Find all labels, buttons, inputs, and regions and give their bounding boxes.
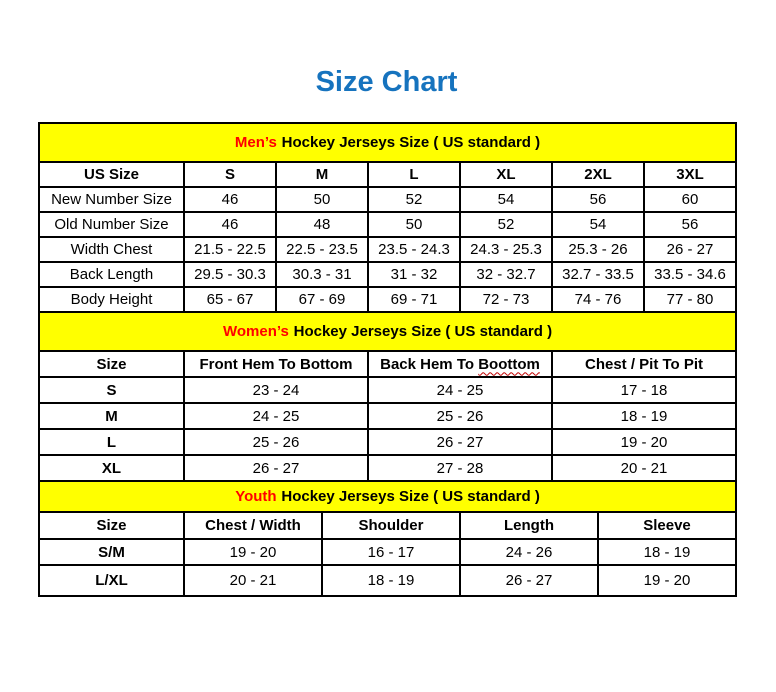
- men-cell: 23.5 - 24.3: [368, 237, 460, 262]
- men-cell: 31 - 32: [368, 262, 460, 287]
- men-cell: 56: [552, 187, 644, 212]
- men-column-header: L: [368, 162, 460, 187]
- men-data-row: [39, 262, 736, 287]
- youth-row-label: S/M: [39, 539, 184, 565]
- women-row-label: M: [39, 403, 184, 429]
- youth-band-row: [39, 481, 736, 512]
- youth-cell: 16 - 17: [322, 539, 460, 565]
- men-cell: 46: [184, 212, 276, 237]
- men-column-header: S: [184, 162, 276, 187]
- men-cell: 48: [276, 212, 368, 237]
- women-cell: 26 - 27: [368, 429, 552, 455]
- men-section-title: [39, 123, 736, 162]
- youth-cell: 24 - 26: [460, 539, 598, 565]
- men-cell: 32.7 - 33.5: [552, 262, 644, 287]
- men-cell: 65 - 67: [184, 287, 276, 312]
- men-cell: 69 - 71: [368, 287, 460, 312]
- men-column-header: M: [276, 162, 368, 187]
- men-cell: 46: [184, 187, 276, 212]
- men-cell: 72 - 73: [460, 287, 552, 312]
- women-row-label: XL: [39, 455, 184, 481]
- youth-column-header: Chest / Width: [184, 512, 322, 539]
- youth-cell: 18 - 19: [322, 565, 460, 596]
- youth-cell: 19 - 20: [184, 539, 322, 565]
- women-cell: 25 - 26: [368, 403, 552, 429]
- men-header-row: [39, 162, 736, 187]
- women-cell: 24 - 25: [184, 403, 368, 429]
- men-cell: 54: [552, 212, 644, 237]
- men-cell: 77 - 80: [644, 287, 736, 312]
- women-row-label: S: [39, 377, 184, 403]
- youth-column-header: Shoulder: [322, 512, 460, 539]
- youth-cell: 26 - 27: [460, 565, 598, 596]
- men-cell: 52: [460, 212, 552, 237]
- men-band-row: [39, 123, 736, 162]
- youth-cell: 18 - 19: [598, 539, 736, 565]
- women-column-header: Size: [39, 351, 184, 377]
- youth-column-header: Length: [460, 512, 598, 539]
- women-band-row: [39, 312, 736, 351]
- men-column-header: 2XL: [552, 162, 644, 187]
- youth-section-title: [39, 481, 736, 512]
- women-cell: 26 - 27: [184, 455, 368, 481]
- men-cell: 22.5 - 23.5: [276, 237, 368, 262]
- men-cell: 60: [644, 187, 736, 212]
- men-data-row: [39, 212, 736, 237]
- men-row-label: New Number Size: [39, 187, 184, 212]
- youth-size-table: [38, 480, 737, 597]
- men-cell: 54: [460, 187, 552, 212]
- men-column-header: 3XL: [644, 162, 736, 187]
- men-cell: 52: [368, 187, 460, 212]
- women-column-header: Front Hem To Bottom: [184, 351, 368, 377]
- women-data-row: [39, 377, 736, 403]
- women-section-title-highlight: Women’s: [222, 323, 289, 340]
- men-cell: 24.3 - 25.3: [460, 237, 552, 262]
- men-column-header: XL: [460, 162, 552, 187]
- women-section-title-rest: Hockey Jerseys Size ( US standard ): [293, 323, 553, 340]
- youth-data-row: [39, 565, 736, 596]
- men-cell: 67 - 69: [276, 287, 368, 312]
- women-cell: 19 - 20: [552, 429, 736, 455]
- youth-data-row: [39, 539, 736, 565]
- youth-header-row: [39, 512, 736, 539]
- women-cell: 25 - 26: [184, 429, 368, 455]
- women-data-row: [39, 403, 736, 429]
- women-data-row: [39, 455, 736, 481]
- men-data-row: [39, 187, 736, 212]
- youth-row-label: L/XL: [39, 565, 184, 596]
- youth-column-header: Sleeve: [598, 512, 736, 539]
- women-row-label: L: [39, 429, 184, 455]
- men-row-label: Back Length: [39, 262, 184, 287]
- men-cell: 29.5 - 30.3: [184, 262, 276, 287]
- youth-cell: 19 - 20: [598, 565, 736, 596]
- youth-section-title-highlight: Youth: [235, 488, 277, 505]
- men-data-row: [39, 237, 736, 262]
- men-cell: 50: [276, 187, 368, 212]
- youth-column-header: Size: [39, 512, 184, 539]
- men-cell: 30.3 - 31: [276, 262, 368, 287]
- men-cell: 25.3 - 26: [552, 237, 644, 262]
- men-cell: 74 - 76: [552, 287, 644, 312]
- women-cell: 27 - 28: [368, 455, 552, 481]
- size-chart-tables: [38, 122, 735, 597]
- women-cell: 20 - 21: [552, 455, 736, 481]
- men-row-label: Old Number Size: [39, 212, 184, 237]
- youth-section-title-rest: Hockey Jerseys Size ( US standard ): [281, 488, 540, 505]
- men-cell: 21.5 - 22.5: [184, 237, 276, 262]
- men-row-label: Body Height: [39, 287, 184, 312]
- men-cell: 26 - 27: [644, 237, 736, 262]
- women-cell: 18 - 19: [552, 403, 736, 429]
- youth-cell: 20 - 21: [184, 565, 322, 596]
- men-data-row: [39, 287, 736, 312]
- men-column-header: US Size: [39, 162, 184, 187]
- men-row-label: Width Chest: [39, 237, 184, 262]
- women-cell: 24 - 25: [368, 377, 552, 403]
- men-cell: 33.5 - 34.6: [644, 262, 736, 287]
- women-cell: 17 - 18: [552, 377, 736, 403]
- men-cell: 32 - 32.7: [460, 262, 552, 287]
- men-size-table: [38, 122, 737, 313]
- women-column-header: Chest / Pit To Pit: [552, 351, 736, 377]
- men-section-title-rest: Hockey Jerseys Size ( US standard ): [281, 134, 541, 151]
- men-cell: 50: [368, 212, 460, 237]
- women-cell: 23 - 24: [184, 377, 368, 403]
- men-section-title-highlight: Men’s: [234, 134, 277, 151]
- women-section-title: [39, 312, 736, 351]
- women-size-table: [38, 311, 737, 482]
- page-title: Size Chart: [315, 66, 458, 98]
- women-column-header: [368, 351, 552, 377]
- women-data-row: [39, 429, 736, 455]
- women-header-row: [39, 351, 736, 377]
- women-column-header-text: Back Hem To: [380, 355, 475, 373]
- misspelled-word: Boottom: [478, 355, 540, 373]
- men-cell: 56: [644, 212, 736, 237]
